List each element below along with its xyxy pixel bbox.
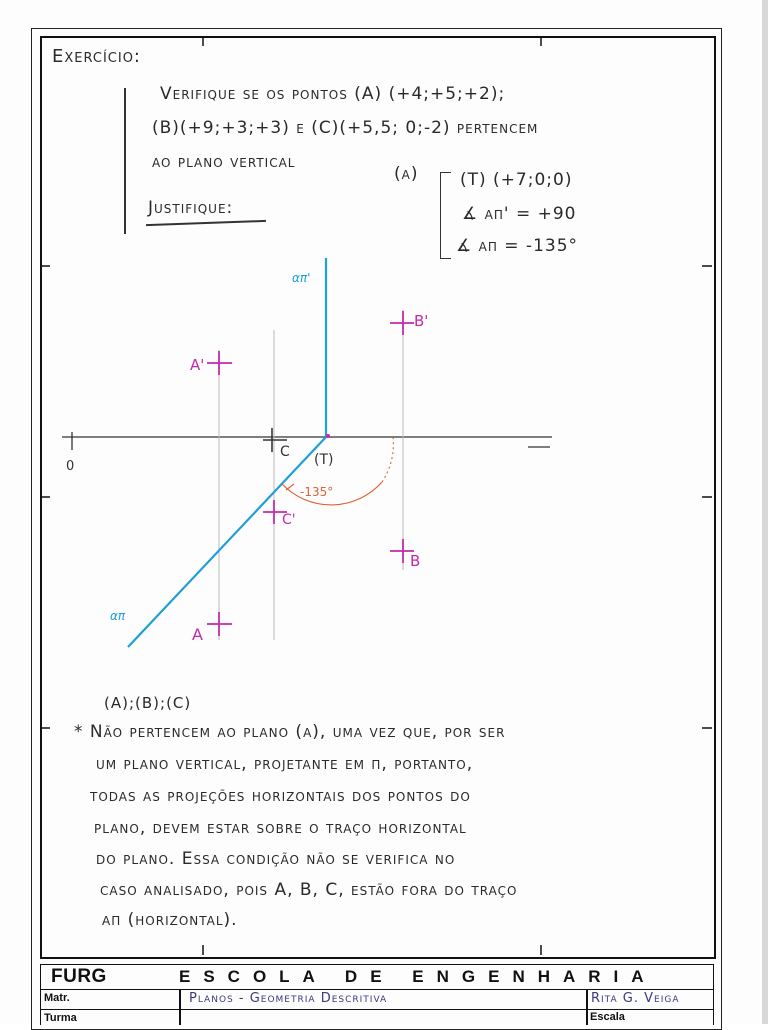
label-vertical-trace: απ' (292, 271, 311, 285)
statement-line-1: Verifique se os pontos (A) (+4;+5;+2); (160, 84, 506, 104)
answer-line-5: plano, devem estar sobre o traço horizontal (94, 818, 467, 838)
answer-line-6: do plano. Essa condição não se verifica no (96, 849, 456, 869)
plane-alpha: (α) (394, 164, 419, 184)
point-t-dot (326, 434, 330, 438)
escala-label: Escala (590, 1011, 625, 1023)
author-name: Rita G. Veiga (591, 991, 680, 1006)
statement-line-3: ao plano vertical (152, 152, 296, 172)
angle-arrow (286, 484, 294, 490)
label-point-a1: A' (190, 356, 205, 374)
system-line-1: (T) (+7;0;0) (460, 170, 573, 190)
label-point-c: C (280, 444, 290, 460)
answer-line-1: (A);(B);(C) (104, 694, 192, 712)
statement-line-2: (B)(+9;+3;+3) e (C)(+5,5; 0;-2) pertencem (152, 118, 539, 138)
label-horizontal-trace: απ (110, 609, 126, 623)
answer-line-4: todas as projeções horizontais dos pontos do (90, 786, 471, 806)
answer-line-8: απ (horizontal). (102, 910, 238, 930)
point-markers (207, 311, 414, 636)
answer-line-3: um plano vertical, projetante em π, portanto, (96, 754, 474, 774)
exercise-heading: Exercício: (52, 46, 141, 67)
system-line-3: ∡ απ = -135° (456, 236, 579, 256)
label-point-b1: B' (414, 312, 429, 330)
title-block-divider-1 (179, 989, 181, 1025)
label-point-c1: C' (282, 512, 296, 528)
label-origin: 0 (66, 459, 75, 474)
recall-lines (219, 310, 403, 640)
school-name: ESCOLA DE ENGENHARIA (179, 967, 657, 986)
subject-title: Planos - Geometria Descritiva (189, 991, 388, 1006)
title-block-header (41, 965, 713, 990)
horizontal-trace (128, 437, 326, 647)
matr-label: Matr. (44, 992, 70, 1004)
institution-name: FURG (51, 966, 107, 987)
answer-line-2: * Não pertencem ao plano (α), uma vez que, por ser (74, 722, 506, 742)
turma-label: Turma (44, 1012, 77, 1024)
title-block (40, 964, 714, 1025)
title-block-divider-2 (586, 989, 588, 1025)
label-angle: -135° (300, 485, 334, 499)
label-point-b: B (410, 552, 421, 570)
answer-line-7: caso analisado, pois A, B, C, estão fora do traço (100, 880, 518, 900)
label-point-a: A (192, 625, 203, 644)
label-point-t: (T) (314, 452, 334, 468)
justify-label: Justifique: (148, 198, 234, 218)
system-line-2: ∡ απ' = +90 (462, 204, 577, 224)
angle-arc-dotted (382, 437, 393, 482)
